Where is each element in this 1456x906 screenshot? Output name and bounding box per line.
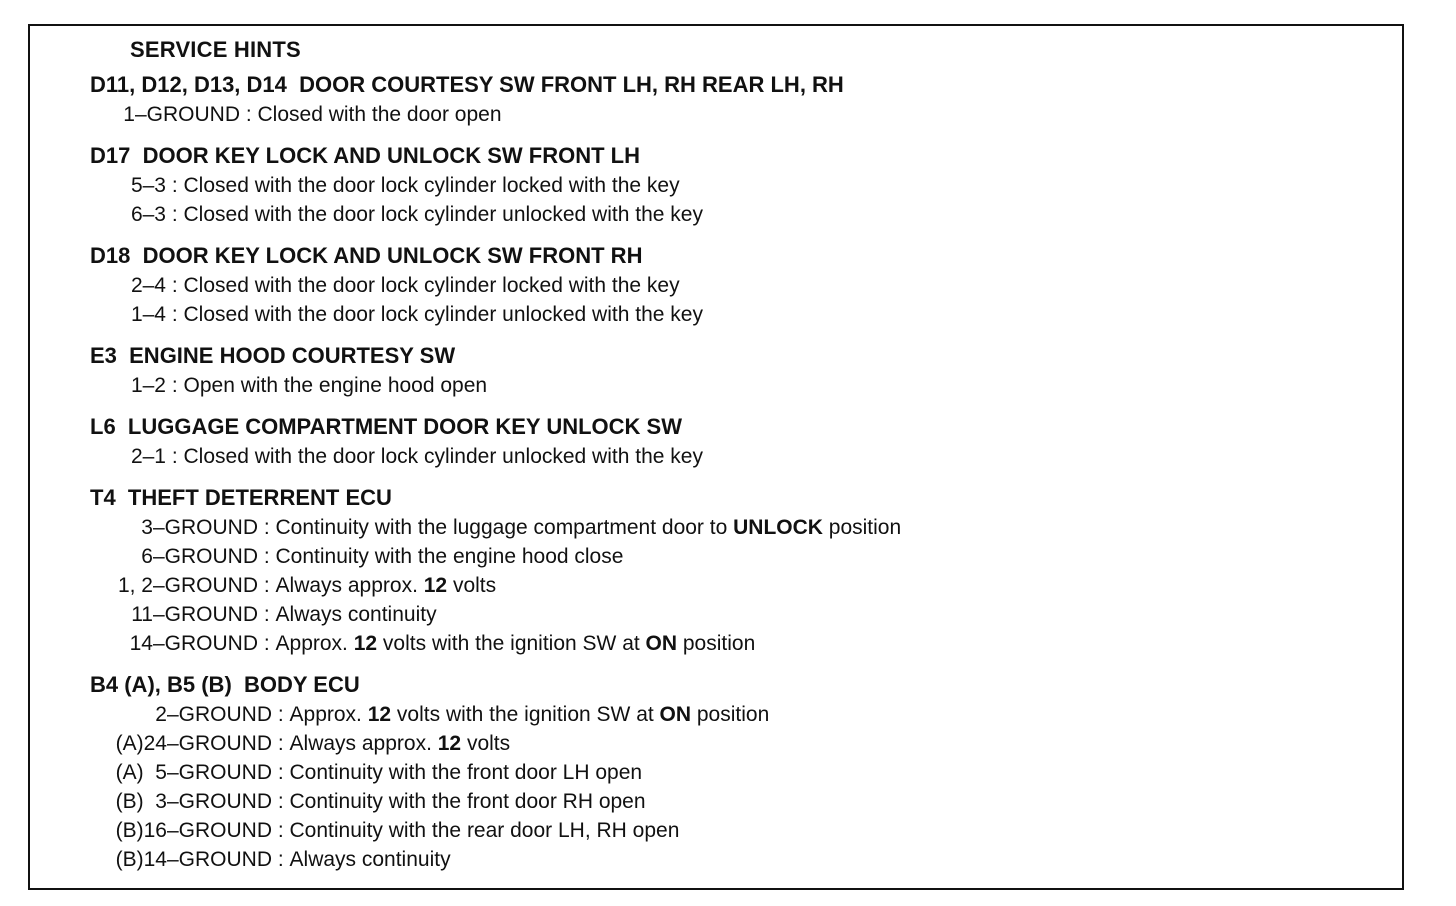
hint-line: 1, 2–GROUND : Always approx. 12 volts bbox=[90, 571, 1410, 600]
terminal-label: (B)16–GROUND bbox=[115, 819, 272, 842]
condition-text: Open with the engine hood open bbox=[183, 374, 488, 397]
condition-text: Always approx. 12 volts bbox=[275, 574, 497, 597]
terminal-label: 3–GROUND bbox=[141, 516, 258, 539]
section-title: D17 DOOR KEY LOCK AND UNLOCK SW FRONT LH bbox=[90, 143, 641, 168]
hint-line: 11–GROUND : Always continuity bbox=[90, 600, 1410, 629]
service-hints-frame bbox=[28, 24, 1404, 890]
condition-text: Continuity with the front door RH open bbox=[289, 790, 646, 813]
condition-text: Closed with the door lock cylinder unlocked with the key bbox=[183, 303, 703, 326]
terminal-label: 2–4 bbox=[130, 274, 166, 297]
section-title: D18 DOOR KEY LOCK AND UNLOCK SW FRONT RH bbox=[90, 243, 643, 268]
terminal-label: (A)24–GROUND bbox=[115, 732, 272, 755]
terminal-label: 6–GROUND bbox=[141, 545, 258, 568]
hint-line: 1–GROUND : Closed with the door open bbox=[90, 100, 1410, 129]
hint-line: 14–GROUND : Approx. 12 volts with the ignition SW at ON position bbox=[90, 629, 1410, 658]
section-title: B4 (A), B5 (B) BODY ECU bbox=[90, 672, 360, 697]
terminal-label: 1–4 bbox=[130, 303, 166, 326]
hint-line: (B)16–GROUND : Continuity with the rear door LH, RH open bbox=[90, 816, 1410, 845]
terminal-label: 1, 2–GROUND bbox=[117, 574, 258, 597]
condition-text: Closed with the door lock cylinder unlocked with the key bbox=[183, 203, 703, 226]
hint-line: 3–GROUND : Continuity with the luggage compartment door to UNLOCK position bbox=[90, 513, 1410, 542]
terminal-label: (B)14–GROUND bbox=[115, 848, 272, 871]
section-title: E3 ENGINE HOOD COURTESY SW bbox=[90, 343, 456, 368]
terminal-label: 2–GROUND bbox=[155, 703, 272, 726]
hint-section bbox=[90, 670, 1410, 874]
hint-line: 2–GROUND : Approx. 12 volts with the ignition SW at ON position bbox=[90, 700, 1410, 729]
terminal-label: 6–3 bbox=[130, 203, 166, 226]
hint-line: 6–GROUND : Continuity with the engine hood close bbox=[90, 542, 1410, 571]
hint-line: 5–3 : Closed with the door lock cylinder locked with the key bbox=[90, 171, 1410, 200]
condition-text: Continuity with the engine hood close bbox=[275, 545, 624, 568]
hint-section bbox=[90, 70, 1410, 129]
terminal-label: (B) 3–GROUND bbox=[115, 790, 272, 813]
condition-text: Continuity with the front door LH open bbox=[289, 761, 643, 784]
section-title: T4 THEFT DETERRENT ECU bbox=[90, 485, 392, 510]
condition-text: Continuity with the luggage compartment door to UNLOCK position bbox=[275, 516, 902, 539]
hint-section bbox=[90, 412, 1410, 471]
hint-line: (B)14–GROUND : Always continuity bbox=[90, 845, 1410, 874]
condition-text: Always approx. 12 volts bbox=[289, 732, 511, 755]
terminal-label: 1–GROUND bbox=[123, 103, 240, 126]
section-title: L6 LUGGAGE COMPARTMENT DOOR KEY UNLOCK SW bbox=[90, 414, 682, 439]
hints-content bbox=[90, 70, 1410, 886]
terminal-label: (A) 5–GROUND bbox=[115, 761, 272, 784]
terminal-label: 1–2 bbox=[130, 374, 166, 397]
hint-line: 6–3 : Closed with the door lock cylinder unlocked with the key bbox=[90, 200, 1410, 229]
terminal-label: 5–3 bbox=[130, 174, 166, 197]
terminal-label: 2–1 bbox=[130, 445, 166, 468]
hint-line: 2–1 : Closed with the door lock cylinder unlocked with the key bbox=[90, 442, 1410, 471]
condition-text: Closed with the door lock cylinder locked with the key bbox=[183, 274, 680, 297]
hint-section bbox=[90, 483, 1410, 658]
condition-text: Approx. 12 volts with the ignition SW at ON position bbox=[289, 703, 770, 726]
condition-text: Continuity with the rear door LH, RH open bbox=[289, 819, 680, 842]
terminal-label: 11–GROUND bbox=[131, 603, 258, 626]
hint-line: (A)24–GROUND : Always approx. 12 volts bbox=[90, 729, 1410, 758]
hint-line: 1–4 : Closed with the door lock cylinder unlocked with the key bbox=[90, 300, 1410, 329]
condition-text: Approx. 12 volts with the ignition SW at ON position bbox=[275, 632, 756, 655]
hint-section bbox=[90, 141, 1410, 229]
terminal-label: 14–GROUND bbox=[129, 632, 258, 655]
hint-line: (B) 3–GROUND : Continuity with the front door RH open bbox=[90, 787, 1410, 816]
hint-section bbox=[90, 241, 1410, 329]
page-title: SERVICE HINTS bbox=[114, 35, 317, 65]
condition-text: Always continuity bbox=[289, 848, 451, 871]
hint-line: (A) 5–GROUND : Continuity with the front door LH open bbox=[90, 758, 1410, 787]
hint-line: 2–4 : Closed with the door lock cylinder locked with the key bbox=[90, 271, 1410, 300]
condition-text: Always continuity bbox=[275, 603, 437, 626]
section-title: D11, D12, D13, D14 DOOR COURTESY SW FRONT LH, RH REAR LH, RH bbox=[90, 72, 844, 97]
condition-text: Closed with the door lock cylinder unlocked with the key bbox=[183, 445, 703, 468]
hint-line: 1–2 : Open with the engine hood open bbox=[90, 371, 1410, 400]
condition-text: Closed with the door open bbox=[257, 103, 502, 126]
condition-text: Closed with the door lock cylinder locked with the key bbox=[183, 174, 680, 197]
hint-section bbox=[90, 341, 1410, 400]
